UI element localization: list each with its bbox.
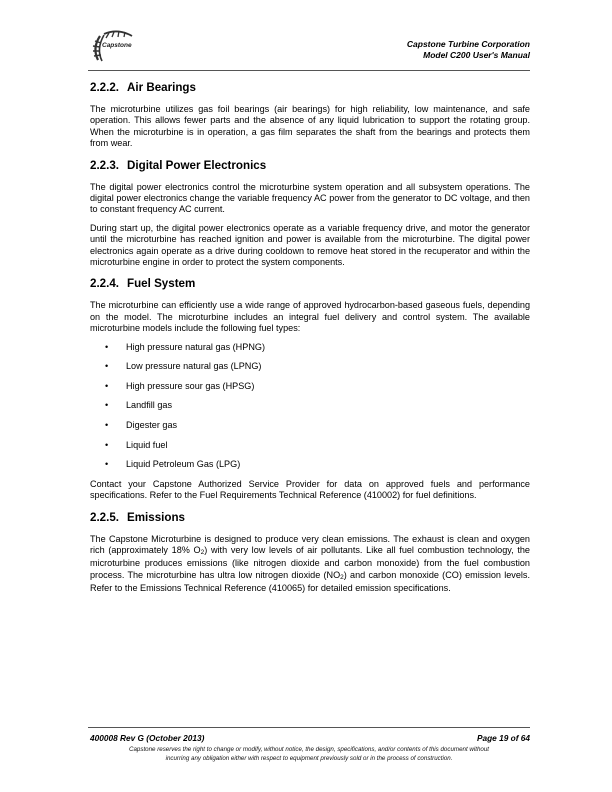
list-item-text: Low pressure natural gas (LPNG) — [126, 361, 262, 372]
section-heading — [90, 81, 530, 95]
list-item-text: High pressure sour gas (HPSG) — [126, 380, 255, 391]
paragraph: During start up, the digital power electronics operate as a variable frequency drive, and motor the generator until the microturbine has reached ignition and power is available from the microturbine. The digital power electronics again operate as a drive during cooldown to remove heat stored in the recuperator and within the microturbine engine in order to protect the system components. — [90, 222, 530, 268]
list-item — [90, 361, 530, 372]
page-number: Page 19 of 64 — [476, 733, 530, 743]
bullet-icon: • — [105, 361, 109, 372]
list-item-text: High pressure natural gas (HPNG) — [126, 341, 265, 352]
fuel-type-list — [90, 342, 530, 471]
section-heading — [90, 159, 530, 173]
section-air-bearings — [90, 81, 530, 150]
section-digital-power-electronics — [90, 159, 530, 269]
page-header — [88, 28, 530, 68]
disclaimer-line: Capstone reserves the right to change or modify, without notice, the design, specifications, and/or contents of this document without — [129, 746, 489, 753]
bullet-icon: • — [105, 400, 109, 411]
manual-title: Model C200 User's Manual — [423, 50, 530, 60]
list-item-text: Liquid fuel — [126, 439, 168, 450]
section-number: 2.2.5. — [90, 510, 120, 524]
bullet-icon: • — [105, 459, 109, 470]
paragraph: The digital power electronics control the microturbine system operation and all subsystem operations. The digital power electronics change the variable frequency AC power from the generator to DC voltage, and then to constant frequency AC current. — [90, 181, 530, 215]
list-item-text: Landfill gas — [126, 400, 173, 411]
paragraph — [90, 534, 530, 595]
section-title: Digital Power Electronics — [127, 158, 267, 172]
list-item-text: Liquid Petroleum Gas (LPG) — [126, 459, 241, 470]
paragraph-text: ) and carbon monoxide (CO) emission levels. Refer to the Emissions Technical Reference (410065) for detailed emission specifications. — [90, 569, 530, 594]
company-name: Capstone Turbine Corporation — [406, 39, 530, 49]
list-item-text: Digester gas — [126, 420, 178, 431]
section-number: 2.2.4. — [90, 277, 120, 291]
section-emissions — [90, 511, 530, 595]
paragraph: Contact your Capstone Authorized Service Provider for data on approved fuels and performance specifications. Refer to the Fuel Requirements Technical Reference (410002) for fuel definitions. — [90, 478, 530, 501]
paragraph-text: The Capstone Microturbine is designed to produce very clean emissions. The exhaust is clean and oxygen rich (approximately 18% O — [90, 533, 530, 556]
bullet-icon: • — [105, 439, 109, 450]
list-item — [90, 420, 530, 431]
list-item — [90, 440, 530, 451]
section-title: Air Bearings — [127, 81, 196, 94]
section-title: Fuel System — [127, 277, 196, 291]
capstone-logo — [88, 30, 148, 64]
list-item — [90, 400, 530, 411]
section-title: Emissions — [127, 510, 186, 524]
list-item — [90, 459, 530, 470]
section-heading — [90, 277, 530, 291]
header-divider — [88, 70, 530, 71]
paragraph-text: ) with very low levels of air pollutants. Like all fuel combustion technology, the microturbine produces emissions (like nitrogen dioxide and carbon monoxide) from the fuel combustion process. The microturbine has ultra low nitrogen dioxide (NO — [90, 545, 530, 580]
subscript: 2 — [340, 573, 344, 581]
disclaimer-line: incurring any obligation either with respect to equipment previously sold or in the process of construction. — [165, 754, 453, 762]
paragraph: The microturbine can efficiently use a wide range of approved hydrocarbon-based gaseous fuels, depending on the model. The microturbine includes an integral fuel delivery and control system. The available microturbine models include the following fuel types: — [90, 300, 530, 334]
section-fuel-system — [90, 277, 530, 501]
footer-divider — [88, 727, 530, 728]
bullet-icon: • — [105, 420, 109, 431]
footer-disclaimer — [88, 746, 530, 763]
section-number: 2.2.3. — [90, 158, 120, 172]
logo-wordmark: Capstone — [102, 42, 132, 49]
paragraph: The microturbine utilizes gas foil bearings (air bearings) for high reliability, low maintenance, and safe operation. This allows fewer parts and the absence of any liquid lubrication to support the rotating group. When the microturbine is in operation, a gas film separates the shaft from the bearings and protects them from wear. — [90, 104, 530, 149]
list-item — [90, 381, 530, 392]
header-title-block — [407, 39, 530, 61]
section-number: 2.2.2. — [90, 81, 120, 94]
section-heading — [90, 511, 530, 525]
bullet-icon: • — [105, 380, 109, 391]
document-revision: 400008 Rev G (October 2013) — [90, 733, 205, 743]
page-content — [90, 81, 530, 604]
bullet-icon: • — [105, 341, 109, 352]
subscript: 2 — [200, 549, 205, 557]
list-item — [90, 342, 530, 353]
